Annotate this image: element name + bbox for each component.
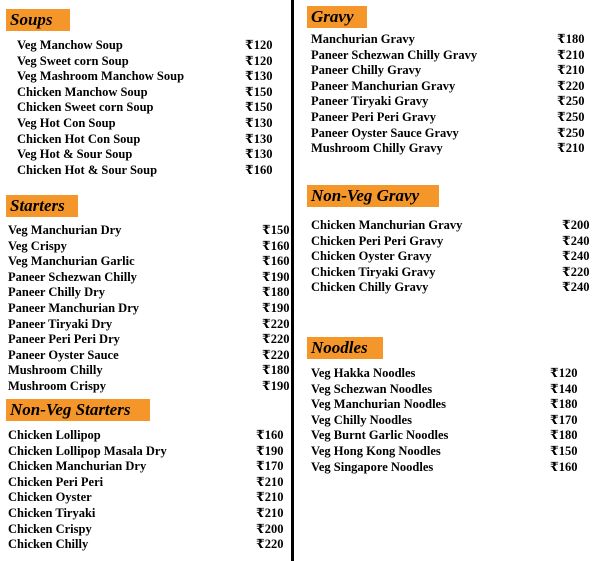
menu-item-price: ₹150 (245, 84, 273, 99)
menu-item-price: ₹220 (562, 264, 590, 279)
section-title-nonveg-gravy: Non-Veg Gravy (307, 185, 439, 207)
menu-item-price: ₹180 (550, 397, 578, 412)
menu-item-name: Paneer Oyster Sauce (8, 347, 119, 362)
section-title-gravy: Gravy (307, 6, 367, 28)
menu-item-price: ₹250 (557, 94, 585, 109)
menu-item-price: ₹210 (256, 490, 284, 505)
menu-item (8, 301, 288, 317)
menu-item-name: Veg Manchurian Noodles (311, 397, 446, 412)
menu-item (17, 100, 277, 116)
menu-item (8, 444, 288, 460)
menu-item (8, 537, 288, 553)
menu-item-price: ₹130 (245, 147, 273, 162)
menu-item-price: ₹210 (256, 474, 284, 489)
menu-item-price: ₹180 (262, 285, 290, 300)
section-title-starters: Starters (6, 195, 78, 217)
menu-item (8, 363, 288, 379)
menu-item-price: ₹240 (562, 233, 590, 248)
menu-item (17, 132, 277, 148)
menu-list-soups (17, 38, 277, 178)
menu-item-price: ₹120 (245, 53, 273, 68)
menu-item (311, 413, 591, 429)
menu-item-name: Veg Hot Con Soup (17, 115, 116, 130)
menu-item (311, 460, 591, 476)
menu-item (311, 126, 591, 142)
menu-item-price: ₹190 (256, 443, 284, 458)
menu-item-name: Chicken Hot & Sour Soup (17, 162, 158, 177)
menu-item-name: Chicken Manchurian Gravy (311, 218, 463, 232)
menu-item (311, 397, 591, 413)
section-title-noodles: Noodles (307, 337, 383, 359)
menu-item-price: ₹190 (262, 300, 290, 315)
menu-item (8, 428, 288, 444)
menu-item-price: ₹150 (550, 443, 578, 458)
menu-item-price: ₹210 (557, 63, 585, 78)
menu-item-price: ₹250 (557, 109, 585, 124)
menu-item-name: Chicken Manchurian Dry (8, 459, 147, 474)
menu-item-price: ₹180 (557, 32, 585, 46)
menu-item-price: ₹210 (256, 505, 284, 520)
menu-item-name: Veg Manchurian Dry (8, 223, 122, 237)
menu-item (8, 459, 288, 475)
menu-item-price: ₹220 (262, 316, 290, 331)
menu-item-name: Veg Manchow Soup (17, 38, 123, 52)
menu-list-nonveg-starters (8, 428, 288, 553)
menu-item-name: Mushroom Chilly Gravy (311, 141, 443, 156)
menu-item-name: Paneer Schezwan Chilly (8, 269, 137, 284)
menu-item (8, 317, 288, 333)
menu-item-name: Chicken Chilly Gravy (311, 280, 429, 295)
section-title-nonveg-starters: Non-Veg Starters (6, 399, 150, 421)
menu-item-price: ₹160 (262, 238, 290, 253)
menu-item-price: ₹170 (550, 412, 578, 427)
menu-item-name: Veg Chilly Noodles (311, 412, 412, 427)
menu-item-price: ₹160 (262, 254, 290, 269)
menu-item-price: ₹120 (550, 366, 578, 380)
menu-list-noodles (311, 366, 591, 475)
menu-item-name: Paneer Tiryaki Gravy (311, 94, 429, 109)
menu-item-price: ₹220 (256, 537, 284, 552)
menu-item (8, 223, 288, 239)
menu-item-name: Veg Singapore Noodles (311, 459, 434, 474)
menu-item (311, 234, 591, 250)
menu-item-name: Mushroom Crispy (8, 378, 107, 393)
menu-item (17, 147, 277, 163)
menu-item (311, 428, 591, 444)
menu-item (311, 382, 591, 398)
menu-item-price: ₹130 (245, 69, 273, 84)
menu-item-name: Chicken Peri Peri (8, 474, 104, 489)
menu-item-name: Chicken Lollipop Masala Dry (8, 443, 167, 458)
menu-item-name: Mushroom Chilly (8, 363, 103, 378)
menu-item (8, 506, 288, 522)
menu-item-price: ₹130 (245, 131, 273, 146)
menu-item-name: Veg Hakka Noodles (311, 366, 416, 380)
menu-item-name: Chicken Oyster Gravy (311, 249, 432, 264)
menu-item-price: ₹180 (550, 428, 578, 443)
menu-item-name: Chicken Oyster (8, 490, 92, 505)
menu-item-price: ₹160 (550, 459, 578, 474)
menu-list-gravy (311, 32, 591, 157)
menu-item-price: ₹240 (562, 249, 590, 264)
menu-item-name: Veg Mashroom Manchow Soup (17, 69, 185, 84)
menu-item (311, 79, 591, 95)
menu-item-price: ₹150 (245, 100, 273, 115)
menu-item-price: ₹120 (245, 38, 273, 52)
menu-item (8, 270, 288, 286)
menu-item (311, 94, 591, 110)
menu-item (8, 285, 288, 301)
menu-item-price: ₹190 (262, 378, 290, 393)
menu-item-name: Chicken Peri Peri Gravy (311, 233, 444, 248)
menu-item-name: Veg Hot & Sour Soup (17, 147, 133, 162)
menu-item-name: Veg Schezwan Noodles (311, 381, 433, 396)
menu-item-name: Chicken Lollipop (8, 428, 101, 442)
menu-item-name: Chicken Crispy (8, 521, 92, 536)
menu-item (311, 265, 591, 281)
menu-item (8, 348, 288, 364)
menu-item-price: ₹160 (245, 162, 273, 177)
menu-item (8, 490, 288, 506)
menu-item (311, 110, 591, 126)
menu-item-name: Paneer Manchurian Gravy (311, 78, 456, 93)
menu-item (311, 48, 591, 64)
menu-item-price: ₹180 (262, 363, 290, 378)
menu-list-nonveg-gravy (311, 218, 591, 296)
menu-item-name: Paneer Schezwan Chilly Gravy (311, 47, 478, 62)
menu-item-name: Chicken Chilly (8, 537, 89, 552)
menu-item-name: Paneer Chilly Gravy (311, 63, 422, 78)
menu-item (8, 522, 288, 538)
menu-item (17, 38, 277, 54)
menu-list-starters (8, 223, 288, 395)
menu-item (311, 32, 591, 48)
menu-item (17, 54, 277, 70)
menu-item-name: Paneer Manchurian Dry (8, 300, 140, 315)
menu-item-price: ₹220 (557, 78, 585, 93)
menu-item-name: Chicken Manchow Soup (17, 84, 148, 99)
menu-item-name: Manchurian Gravy (311, 32, 415, 46)
menu-item (311, 280, 591, 296)
menu-item-price: ₹210 (557, 47, 585, 62)
menu-item (17, 116, 277, 132)
menu-item-name: Veg Sweet corn Soup (17, 53, 129, 68)
menu-item-name: Paneer Chilly Dry (8, 285, 105, 300)
menu-item (17, 163, 277, 179)
menu-item-name: Chicken Tiryaki Gravy (311, 264, 436, 279)
menu-item (311, 141, 591, 157)
menu-item (8, 332, 288, 348)
menu-item (8, 379, 288, 395)
menu-item-price: ₹220 (262, 347, 290, 362)
menu-item (8, 254, 288, 270)
menu-item (311, 249, 591, 265)
menu-item-price: ₹140 (550, 381, 578, 396)
column-divider (291, 0, 294, 561)
menu-item-price: ₹220 (262, 332, 290, 347)
menu-item-name: Paneer Tiryaki Dry (8, 316, 113, 331)
menu-item-name: Paneer Peri Peri Dry (8, 332, 120, 347)
menu-item-name: Chicken Tiryaki (8, 505, 96, 520)
menu-item-name: Chicken Sweet corn Soup (17, 100, 154, 115)
menu-item-name: Veg Crispy (8, 238, 67, 253)
menu-item-price: ₹170 (256, 459, 284, 474)
menu-item-name: Veg Hong Kong Noodles (311, 443, 441, 458)
menu-item-price: ₹200 (256, 521, 284, 536)
menu-item-name: Paneer Peri Peri Gravy (311, 109, 437, 124)
menu-item (8, 239, 288, 255)
menu-item-price: ₹250 (557, 125, 585, 140)
menu-item (311, 366, 591, 382)
menu-item (311, 63, 591, 79)
menu-item-name: Veg Burnt Garlic Noodles (311, 428, 449, 443)
menu-item-price: ₹160 (256, 428, 284, 442)
menu-item (8, 475, 288, 491)
menu-item-price: ₹240 (562, 280, 590, 295)
menu-item-name: Chicken Hot Con Soup (17, 131, 141, 146)
menu-item (17, 69, 277, 85)
section-title-soups: Soups (6, 9, 70, 31)
menu-item-price: ₹210 (557, 141, 585, 156)
menu-item (311, 444, 591, 460)
menu-item-name: Veg Manchurian Garlic (8, 254, 135, 269)
menu-item (17, 85, 277, 101)
menu-item (311, 218, 591, 234)
menu-item-price: ₹190 (262, 269, 290, 284)
menu-item-price: ₹200 (562, 218, 590, 232)
menu-item-price: ₹150 (262, 223, 290, 237)
menu-item-name: Paneer Oyster Sauce Gravy (311, 125, 459, 140)
menu-item-price: ₹130 (245, 115, 273, 130)
